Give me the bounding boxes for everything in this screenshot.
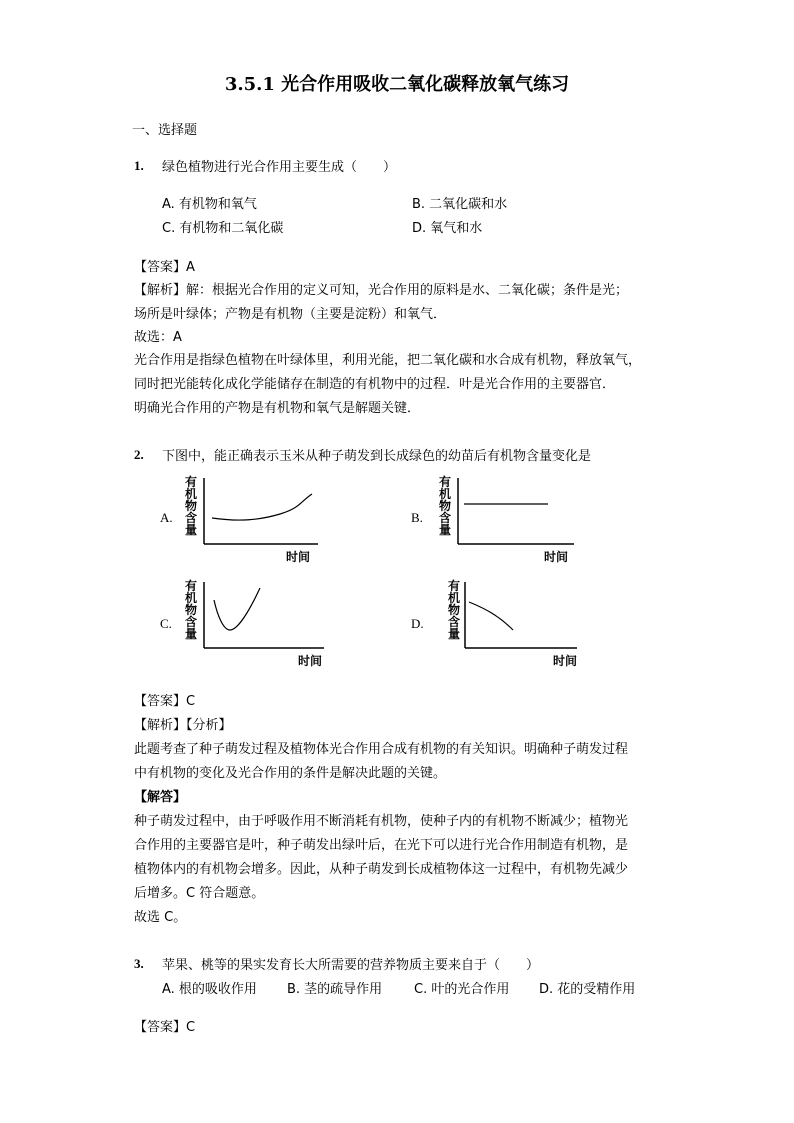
analysis-line: 中有机物的变化及光合作用的条件是解决此题的关键。 <box>134 766 447 781</box>
x-axis-label: 时间 <box>544 550 569 564</box>
option-a[interactable]: A. 有机物和氧气 <box>162 197 257 212</box>
x-axis-label: 时间 <box>286 550 311 564</box>
curve-plot <box>454 474 576 550</box>
option-c[interactable]: C. 有机物和二氧化碳 <box>162 221 284 236</box>
answer: 【答案】C <box>134 694 196 709</box>
analysis-line: 光合作用是指绿色植物在叶绿体里，利用光能，把二氧化碳和水合成有机物，释放氧气， <box>134 353 642 368</box>
analysis-line: 同时把光能转化成化学能储存在制造的有机物中的过程．叶是光合作用的主要器官． <box>134 377 616 392</box>
curve-plot <box>461 578 579 652</box>
option-d[interactable]: D. 花的受精作用 <box>539 982 636 997</box>
curve-plot <box>200 474 320 550</box>
question-number: 1. <box>134 158 144 173</box>
analysis-heading: 【解析】【分析】 <box>134 718 232 733</box>
option-a[interactable]: A. 根的吸收作用 <box>162 982 257 997</box>
y-axis-label: 有机物含量 <box>184 475 197 537</box>
analysis-line: 场所是叶绿体；产物是有机物（主要是淀粉）和氧气． <box>134 307 447 322</box>
graph-label: C. <box>160 616 172 631</box>
y-axis-label: 有机物含量 <box>447 579 460 641</box>
solution-line: 植物体内的有机物会增多。因此，从种子萌发到长成植物体这一过程中，有机物先减少 <box>134 862 629 877</box>
answer: 【答案】C <box>134 1020 196 1035</box>
answer: 【答案】A <box>134 260 195 275</box>
graph-label: A. <box>160 510 173 525</box>
solution-line: 后增多。C 符合题意。 <box>134 886 265 901</box>
analysis-line: 【解析】解：根据光合作用的定义可知，光合作用的原料是水、二氧化碳；条件是光； <box>134 283 629 298</box>
question-number: 2. <box>134 447 144 462</box>
solution-line: 合作用的主要器官是叶，种子萌发出绿叶后，在光下可以进行光合作用制造有机物，是 <box>134 838 629 853</box>
curve-rising <box>212 494 312 520</box>
analysis-line: 此题考查了种子萌发过程及植物体光合作用合成有机物的有关知识。明确种子萌发过程 <box>134 742 629 757</box>
graph-label: D. <box>411 616 424 631</box>
option-b[interactable]: B. 茎的疏导作用 <box>287 982 383 997</box>
graph-option-b[interactable] <box>411 474 576 564</box>
solution-line: 种子萌发过程中，由于呼吸作用不断消耗有机物，使种子内的有机物不断减少；植物光 <box>134 814 629 829</box>
analysis-line: 明确光合作用的产物是有机物和氧气是解题关键． <box>134 401 421 416</box>
x-axis-label: 时间 <box>553 654 578 668</box>
x-axis-label: 时间 <box>298 654 323 668</box>
solution-heading: 【解答】 <box>134 790 187 805</box>
question-stem: 下图中，能正确表示玉米从种子萌发到长成绿色的幼苗后有机物含量变化是 <box>162 449 592 464</box>
graph-option-c[interactable] <box>160 578 330 670</box>
option-b[interactable]: B. 二氧化碳和水 <box>412 197 508 212</box>
question-stem: 绿色植物进行光合作用主要生成（ ） <box>162 160 397 175</box>
question-stem: 苹果、桃等的果实发育长大所需要的营养物质主要来自于（ ） <box>162 958 540 973</box>
y-axis-label: 有机物含量 <box>184 579 197 641</box>
solution-line: 故选 C。 <box>134 910 187 925</box>
curve-dip-rise <box>214 588 260 630</box>
page-title: 3.5.1 光合作用吸收二氧化碳释放氧气练习 <box>224 74 570 95</box>
analysis-line: 故选：A <box>134 330 182 345</box>
section-heading: 一、选择题 <box>132 123 198 138</box>
graph-option-a[interactable] <box>160 474 320 564</box>
graph-label: B. <box>411 510 423 525</box>
option-d[interactable]: D. 氧气和水 <box>412 221 483 236</box>
option-c[interactable]: C. 叶的光合作用 <box>414 982 510 997</box>
curve-declining <box>469 602 513 630</box>
y-axis-label: 有机物含量 <box>438 475 451 537</box>
question-number: 3. <box>134 956 144 971</box>
curve-plot <box>200 578 326 652</box>
graph-option-d[interactable] <box>411 578 581 670</box>
